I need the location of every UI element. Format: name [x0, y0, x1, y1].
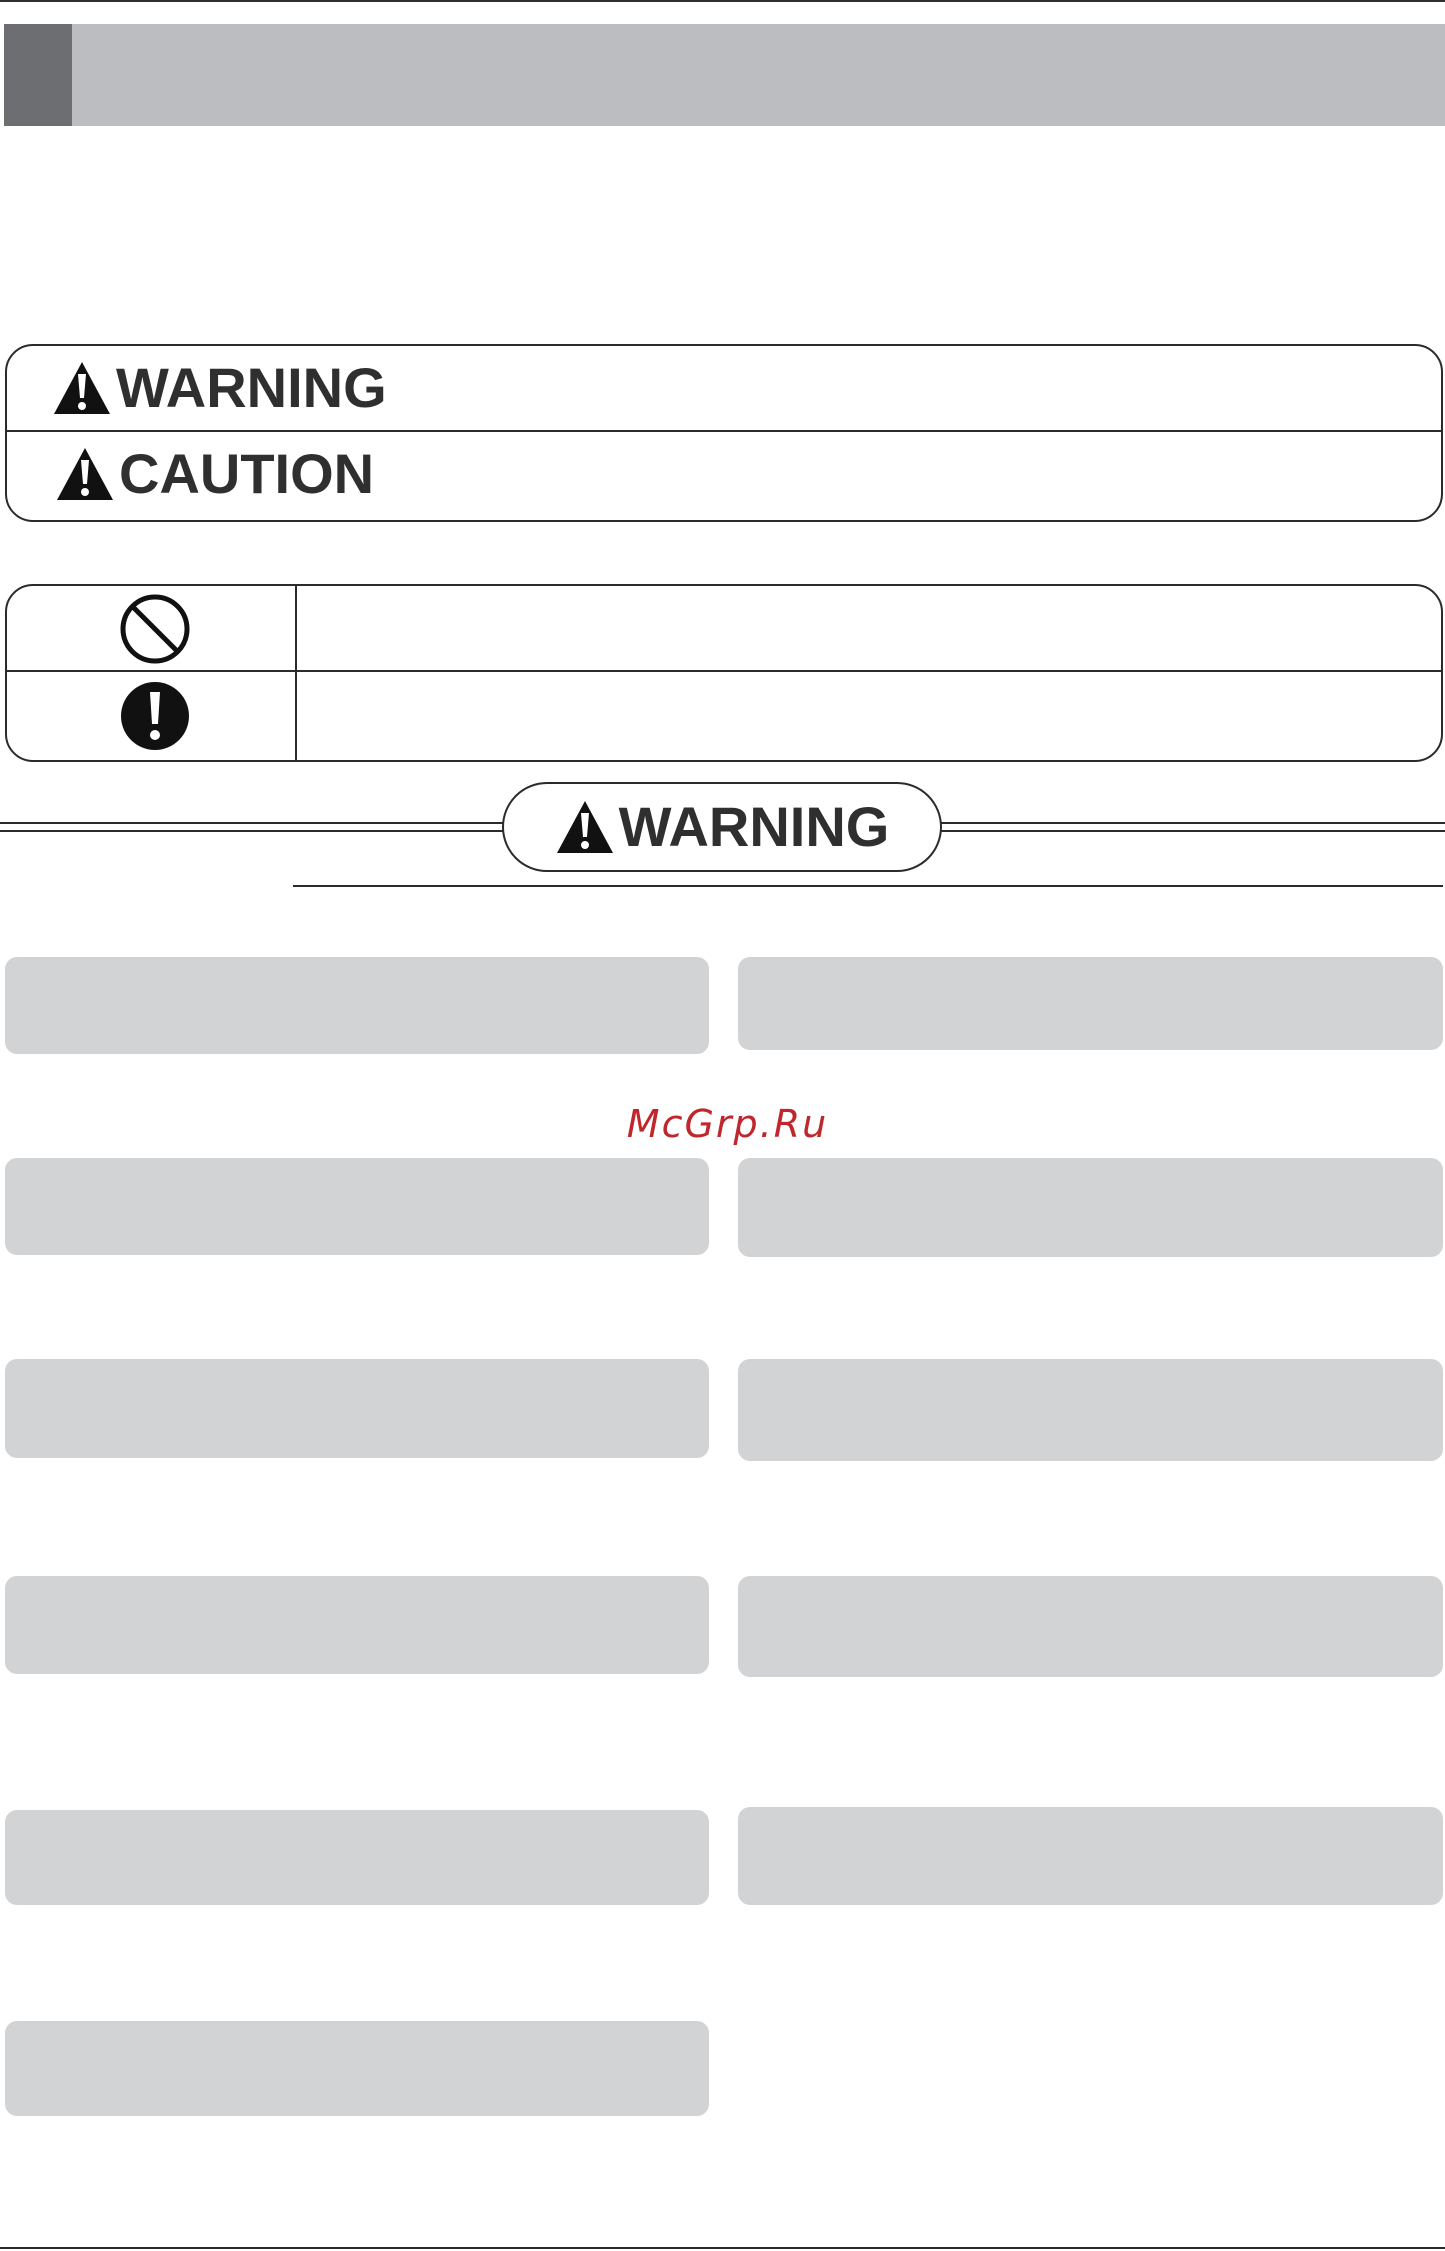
content-box: [738, 1359, 1443, 1461]
content-box: [5, 2021, 709, 2116]
mandatory-exclamation-icon: [119, 680, 191, 752]
caution-label: CAUTION: [119, 442, 375, 505]
bottom-rule: [0, 2247, 1445, 2249]
content-box: [5, 957, 709, 1054]
banner-line-right-top: [940, 822, 1445, 824]
banner-line-left-top: [0, 822, 504, 824]
banner-line-left-bottom: [0, 830, 504, 832]
warning-triangle-icon: [52, 360, 112, 416]
symbol-divider: [7, 670, 1441, 672]
warning-banner-label: WARNING: [618, 795, 890, 858]
caution-triangle-icon: [55, 446, 115, 502]
caution-row: [55, 442, 374, 506]
content-box: [5, 1810, 709, 1905]
banner-line-right-bottom: [940, 830, 1445, 832]
content-box: [738, 1158, 1443, 1257]
watermark: McGrp.Ru: [626, 1102, 829, 1146]
content-box: [738, 957, 1443, 1050]
content-box: [738, 1576, 1443, 1677]
signal-word-divider: [7, 430, 1441, 432]
warning-banner-content: [555, 795, 890, 858]
section-rule: [293, 885, 1443, 887]
warning-row: [52, 356, 387, 420]
header-band: [4, 24, 1445, 126]
warning-label: WARNING: [116, 356, 387, 419]
content-box: [738, 1807, 1443, 1905]
warning-banner: [502, 782, 942, 872]
warning-triangle-icon: [555, 799, 615, 855]
content-box: [5, 1158, 709, 1255]
header-tab: [4, 24, 72, 126]
prohibited-icon: [119, 593, 191, 665]
top-rule: [0, 0, 1445, 2]
symbol-frame: [5, 584, 1443, 762]
content-box: [5, 1359, 709, 1458]
content-box: [5, 1576, 709, 1674]
symbol-column-divider: [295, 586, 297, 760]
